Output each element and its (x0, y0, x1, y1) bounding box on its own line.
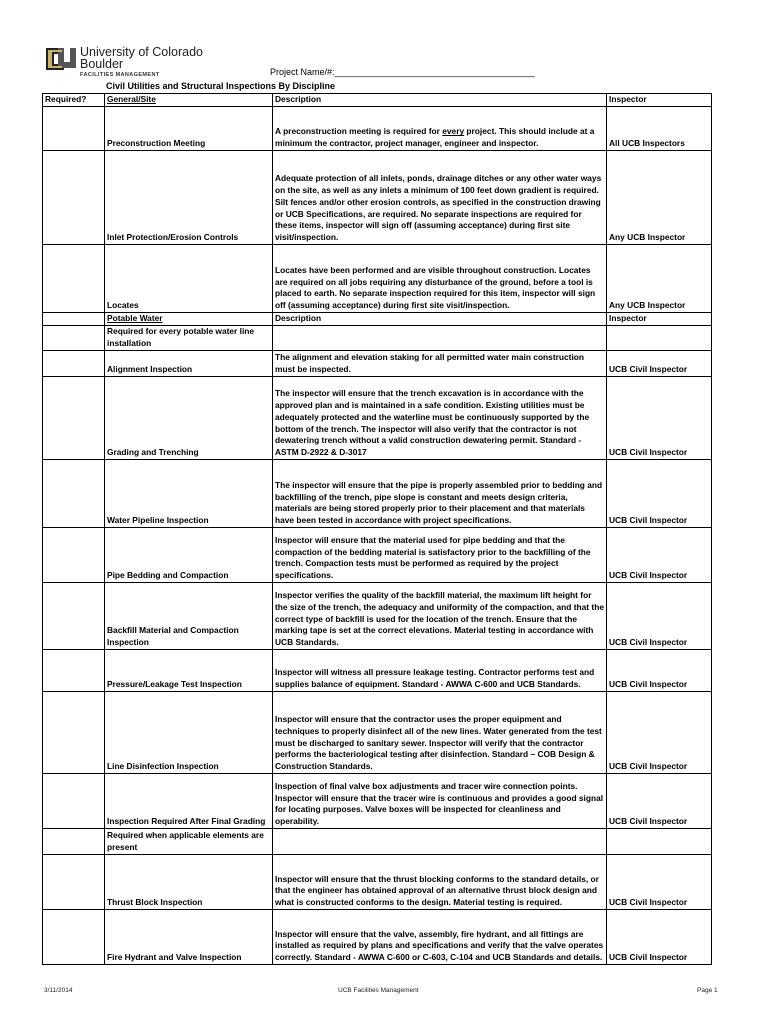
logo-line-1: University of Colorado (80, 45, 203, 59)
header-inspector: Inspector (607, 94, 712, 107)
row-name: Fire Hydrant and Valve Inspection (105, 910, 273, 965)
table-row (43, 377, 712, 460)
note-required-every: Required for every potable water line installation (105, 326, 273, 351)
footer-page: Page 1 (697, 987, 718, 994)
cu-logo-icon (44, 44, 76, 74)
row-name: Pressure/Leakage Test Inspection (105, 650, 273, 692)
row-inspector: UCB Civil Inspector (607, 351, 712, 377)
row-name: Inlet Protection/Erosion Controls (105, 151, 273, 245)
row-name: Line Disinfection Inspection (105, 692, 273, 774)
row-description: Inspection of final valve box adjustments and tracer wire connection points. Inspector will ensure that the tracer wire is continuous and provides a good signal for locating purposes. Valve boxes will be inspected for cleanliness and operability. (273, 774, 607, 829)
inspection-table (42, 93, 712, 965)
logo-line-2: Boulder (80, 57, 124, 71)
row-inspector: UCB Civil Inspector (607, 377, 712, 460)
row-inspector: UCB Civil Inspector (607, 910, 712, 965)
row-inspector: All UCB Inspectors (607, 107, 712, 151)
section-potable-water: Potable Water (105, 313, 273, 326)
row-name: Pipe Bedding and Compaction (105, 528, 273, 583)
row-inspector: UCB Civil Inspector (607, 583, 712, 650)
row-inspector: Any UCB Inspector (607, 151, 712, 245)
section-header-row (43, 313, 712, 326)
footer-center: UCB Facilities Management (338, 987, 419, 994)
logo-line-3: FACILITIES MANAGEMENT (80, 72, 160, 78)
project-name-label: Project Name/#:________________________________________ (270, 67, 535, 77)
row-description-part: A preconstruction meeting is required for (275, 126, 443, 137)
table-row (43, 107, 712, 151)
row-inspector: UCB Civil Inspector (607, 528, 712, 583)
row-description (273, 107, 607, 151)
row-name: Locates (105, 245, 273, 313)
row-name: Preconstruction Meeting (105, 107, 273, 151)
row-description: Inspector verifies the quality of the backfill material, the maximum lift height for the size of the trench, the adequacy and uniformity of the compaction, and that the correct type of backfill is used for the location of the trench. Ensure that the marking tape is set at the correct elevations. Material testing in accordance with UCB Standards. (273, 583, 607, 650)
section-description: Description (273, 313, 607, 326)
footer-date: 3/11/2014 (44, 987, 73, 994)
row-name: Backfill Material and Compaction Inspection (105, 583, 273, 650)
table-row (43, 528, 712, 583)
cu-logo (44, 44, 204, 82)
row-description: The alignment and elevation staking for all permitted water main construction must be inspected. (273, 351, 607, 377)
section-inspector: Inspector (607, 313, 712, 326)
row-name: Grading and Trenching (105, 377, 273, 460)
row-name: Inspection Required After Final Grading (105, 774, 273, 829)
row-inspector: UCB Civil Inspector (607, 692, 712, 774)
row-inspector: UCB Civil Inspector (607, 855, 712, 910)
table-row (43, 351, 712, 377)
table-row (43, 460, 712, 528)
header-required: Required? (43, 94, 105, 107)
table-row (43, 910, 712, 965)
row-description-part: project. This should include at a minimum the contractor, project manager, engineer and inspector. (275, 126, 595, 149)
document-subtitle: Civil Utilities and Structural Inspections By Discipline (106, 81, 336, 91)
row-name: Water Pipeline Inspection (105, 460, 273, 528)
row-name: Alignment Inspection (105, 351, 273, 377)
row-description: The inspector will ensure that the trench excavation is in accordance with the approved plan and is maintained in a safe condition. Existing utilities must be adequately protected and the waterline must be continuously supported by the bottom of the trench. The inspector will also verify that the contractor is not dewatering trench without a valid construction dewatering permit. Standard - ASTM D-2922 & D-3017 (273, 377, 607, 460)
table-row (43, 151, 712, 245)
row-description: Inspector will ensure that the material used for pipe bedding and that the compaction of the bedding material is satisfactory prior to the backfilling of the trench. Compaction tests must be performed as required by the project specifications. (273, 528, 607, 583)
row-description: Adequate protection of all inlets, ponds, drainage ditches or any other water ways on the site, as well as any inlets a minimum of 100 feet down gradient is required. Silt fences and/or other erosion controls, as specified in the construction drawing or UCB Specifications, are required. No separate inspections are required for these items, inspector will sign off (assuming acceptance) during first site visit/inspection. (273, 151, 607, 245)
table-row (43, 583, 712, 650)
table-row (43, 650, 712, 692)
row-description: Inspector will ensure that the contractor uses the proper equipment and techniques to properly disinfect all of the new lines. Water generated from the test must be discharged to sanitary sewer. Inspector will verify that the contractor performs the bacteriological testing after disinfection. Standard – COB Design & Construction Standards. (273, 692, 607, 774)
row-description: The inspector will ensure that the pipe is properly assembled prior to bedding and backfilling of the trench, pipe slope is constant and meets design criteria, materials are being stored properly prior to their placement and that materials have been tested in accordance with project specifications. (273, 460, 607, 528)
table-header-row (43, 94, 712, 107)
row-description-emphasis: every (442, 126, 465, 137)
table-row (43, 774, 712, 829)
row-inspector: UCB Civil Inspector (607, 774, 712, 829)
row-inspector: Any UCB Inspector (607, 245, 712, 313)
row-description: Locates have been performed and are visible throughout construction. Locates are required on all jobs requiring any disturbance of the ground, before a tool is placed to earth. No separate inspection required for this item, inspector will sign off (assuming acceptance) during first site visit/inspection. (273, 245, 607, 313)
row-name: Thrust Block Inspection (105, 855, 273, 910)
table-row (43, 855, 712, 910)
row-description: Inspector will ensure that the thrust blocking conforms to the standard details, or that the engineer has obtained approval of an alternative thrust block design and what is constructed conforms to the design. Material testing is required. (273, 855, 607, 910)
table-row (43, 692, 712, 774)
header-general-site: General/Site (105, 94, 273, 107)
row-description: Inspector will witness all pressure leakage testing. Contractor performs test and supplies balance of equipment. Standard - AWWA C-600 and UCB Standards. (273, 650, 607, 692)
row-description: Inspector will ensure that the valve, assembly, fire hydrant, and all fittings are installed as required by plans and specifications and verify that the valve operates correctly. Standard - AWWA C-600 or C-603, C-104 and UCB Standards and details. (273, 910, 607, 965)
row-inspector: UCB Civil Inspector (607, 650, 712, 692)
note-row (43, 829, 712, 855)
row-inspector: UCB Civil Inspector (607, 460, 712, 528)
note-row (43, 326, 712, 351)
note-required-when: Required when applicable elements are present (105, 829, 273, 855)
table-row (43, 245, 712, 313)
header-description: Description (273, 94, 607, 107)
